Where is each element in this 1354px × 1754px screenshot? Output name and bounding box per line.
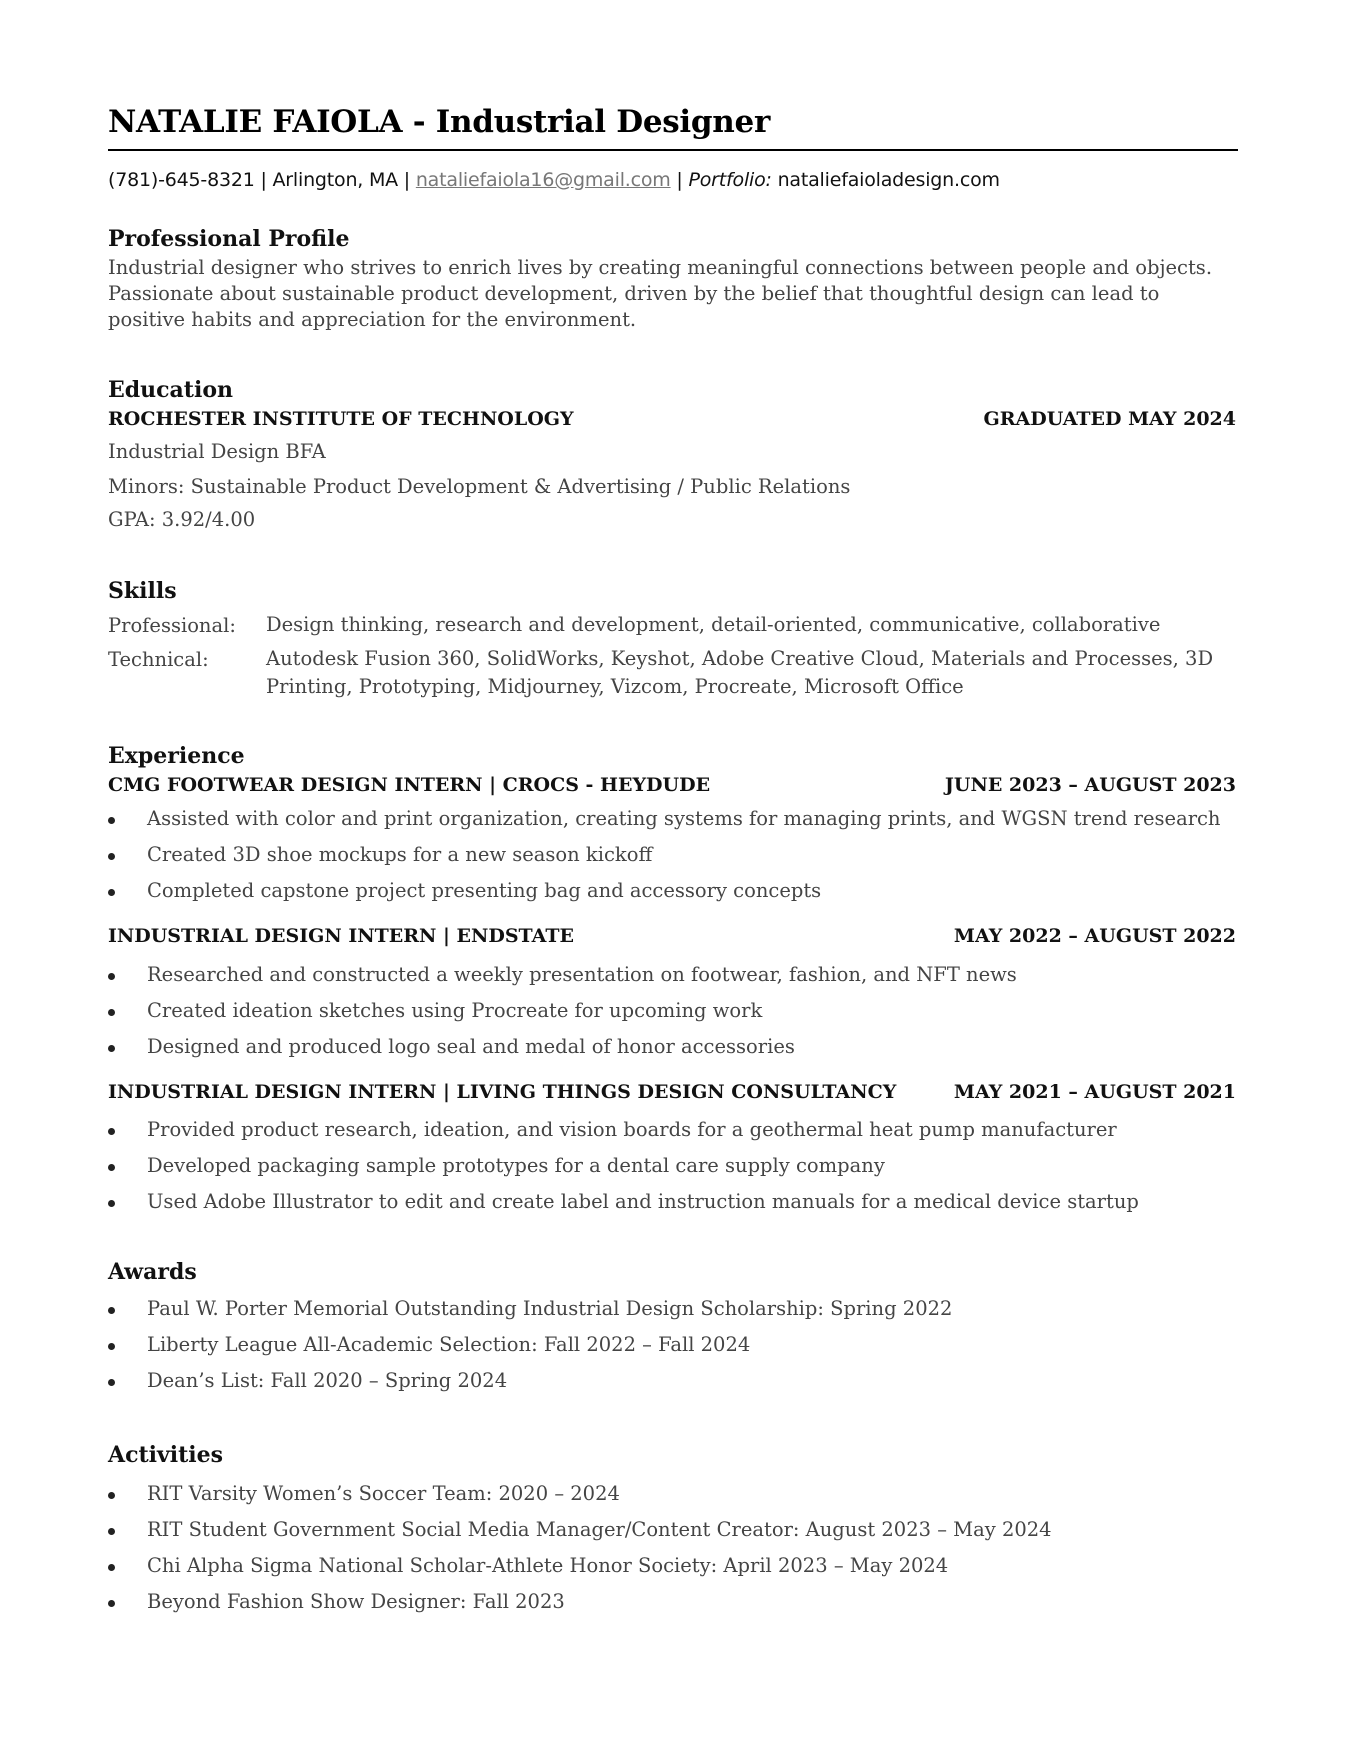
list-item-text: Designed and produced logo seal and medal of honor accessories bbox=[147, 1035, 795, 1058]
job-title: INDUSTRIAL DESIGN INTERN | LIVING THINGS DESIGN CONSULTANCY bbox=[108, 1081, 897, 1103]
bullet-dot bbox=[108, 1009, 115, 1016]
portfolio-url: nataliefaioladesign.com bbox=[771, 169, 1000, 191]
bullet-dot bbox=[108, 973, 115, 980]
list-item-text: RIT Varsity Women’s Soccer Team: 2020 – 2024 bbox=[147, 1482, 620, 1505]
list-item-text: RIT Student Government Social Media Manager/Content Creator: August 2023 – May 2024 bbox=[147, 1518, 1052, 1541]
list-item-text: Developed packaging sample prototypes for a dental care supply company bbox=[147, 1154, 885, 1177]
job-title: INDUSTRIAL DESIGN INTERN | ENDSTATE bbox=[108, 925, 574, 947]
list-item-text: Provided product research, ideation, and vision boards for a geothermal heat pump manufacturer bbox=[147, 1118, 1117, 1141]
bullet-dot bbox=[108, 1600, 115, 1607]
job-header bbox=[108, 774, 1236, 796]
bullet-dot bbox=[108, 853, 115, 860]
profile-text: Industrial designer who strives to enrich lives by creating meaningful connections between people and objects. Passionate about sustainable product development, driven by the belief that thoughtful design can lead to positive habits and appreciation for the environment. bbox=[108, 256, 1213, 331]
skills-professional-label: Professional: bbox=[108, 614, 236, 637]
job-header bbox=[108, 1081, 1236, 1103]
bullet-dot bbox=[108, 1343, 115, 1350]
skills-technical-value: Autodesk Fusion 360, SolidWorks, Keyshot, Adobe Creative Cloud, Materials and Processes, 3D Printing, Prototyping, Midjourney, Vizcom, Procreate, Microsoft Office bbox=[266, 647, 1214, 698]
list-item-text: Created 3D shoe mockups for a new season kickoff bbox=[147, 843, 653, 866]
skills-professional-value: Design thinking, research and development, detail-oriented, communicative, collaborative bbox=[266, 613, 1161, 636]
list-item-text: Used Adobe Illustrator to edit and create label and instruction manuals for a medical device startup bbox=[147, 1190, 1139, 1213]
activities-heading: Activities bbox=[108, 1442, 224, 1468]
education-gpa: GPA: 3.92/4.00 bbox=[108, 508, 256, 531]
education-heading: Education bbox=[108, 377, 233, 403]
education-date: GRADUATED MAY 2024 bbox=[983, 408, 1236, 430]
contact-line bbox=[108, 169, 1000, 191]
skills-technical-label: Technical: bbox=[108, 648, 209, 671]
bullet-dot bbox=[108, 1307, 115, 1314]
phone-location: (781)-645-8321 | Arlington, MA | bbox=[108, 169, 416, 191]
bullet-dot bbox=[108, 1200, 115, 1207]
education-school: ROCHESTER INSTITUTE OF TECHNOLOGY bbox=[108, 408, 574, 430]
page-title: NATALIE FAIOLA - Industrial Designer bbox=[108, 104, 770, 140]
education-school-row bbox=[108, 408, 1236, 430]
list-item-text: Researched and constructed a weekly presentation on footwear, fashion, and NFT news bbox=[147, 963, 1017, 986]
list-item-text: Paul W. Porter Memorial Outstanding Industrial Design Scholarship: Spring 2022 bbox=[147, 1297, 953, 1320]
bullet-dot bbox=[108, 817, 115, 824]
bullet-dot bbox=[108, 1492, 115, 1499]
job-date: MAY 2022 – AUGUST 2022 bbox=[953, 925, 1236, 947]
bullet-dot bbox=[108, 1045, 115, 1052]
list-item-text: Beyond Fashion Show Designer: Fall 2023 bbox=[147, 1590, 565, 1613]
list-item-text: Created ideation sketches using Procreate for upcoming work bbox=[147, 999, 763, 1022]
education-minors: Minors: Sustainable Product Development & Advertising / Public Relations bbox=[108, 475, 851, 498]
bullet-dot bbox=[108, 889, 115, 896]
portfolio-label: Portfolio: bbox=[688, 169, 772, 191]
list-item-text: Assisted with color and print organization, creating systems for managing prints, and WGSN trend research bbox=[147, 807, 1221, 830]
education-degree: Industrial Design BFA bbox=[108, 440, 326, 463]
list-item-text: Dean’s List: Fall 2020 – Spring 2024 bbox=[147, 1369, 508, 1392]
skills-heading: Skills bbox=[108, 578, 177, 604]
title-divider bbox=[108, 149, 1238, 151]
job-date: JUNE 2023 – AUGUST 2023 bbox=[944, 774, 1236, 796]
job-date: MAY 2021 – AUGUST 2021 bbox=[953, 1081, 1236, 1103]
bullet-dot bbox=[108, 1128, 115, 1135]
list-item-text: Completed capstone project presenting bag and accessory concepts bbox=[147, 879, 822, 902]
awards-heading: Awards bbox=[108, 1259, 197, 1285]
bullet-dot bbox=[108, 1379, 115, 1386]
job-header bbox=[108, 925, 1236, 947]
email-link[interactable]: nataliefaiola16@gmail.com bbox=[415, 169, 671, 191]
profile-heading: Professional Profile bbox=[108, 226, 350, 252]
list-item-text: Liberty League All-Academic Selection: Fall 2022 – Fall 2024 bbox=[147, 1333, 751, 1356]
job-title: CMG FOOTWEAR DESIGN INTERN | CROCS - HEYDUDE bbox=[108, 774, 711, 796]
list-item-text: Chi Alpha Sigma National Scholar-Athlete Honor Society: April 2023 – May 2024 bbox=[147, 1554, 949, 1577]
contact-separator: | bbox=[670, 169, 689, 191]
experience-heading: Experience bbox=[108, 743, 245, 769]
bullet-dot bbox=[108, 1564, 115, 1571]
bullet-dot bbox=[108, 1528, 115, 1535]
bullet-dot bbox=[108, 1164, 115, 1171]
